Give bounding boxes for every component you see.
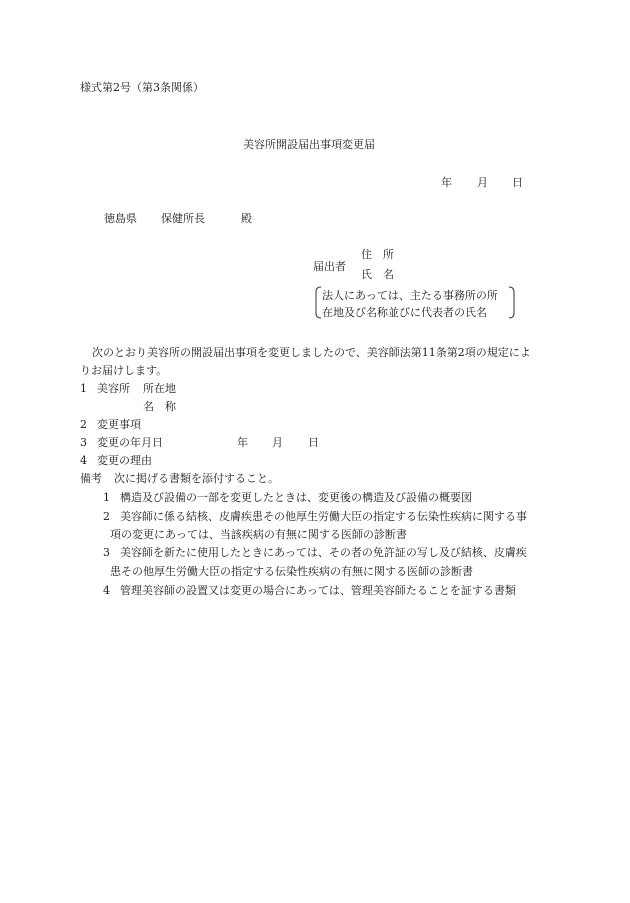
item-3-month: 月 [272, 436, 283, 449]
item-2-number: 2 [80, 418, 87, 431]
body-text-line-2: りお届けします。 [80, 364, 168, 377]
item-3-number: 3 [80, 436, 87, 449]
item-3-year: 年 [237, 436, 248, 449]
remark-3-text-line-1: 美容師を新たに使用したときにあっては、その者の免許証の写し及び結核、皮膚疾 [120, 546, 527, 559]
addressee-prefecture: 徳島県 [104, 212, 137, 225]
remark-1-number: 1 [103, 491, 110, 504]
remarks-heading: 備考 [80, 472, 102, 485]
remark-4-number: 4 [103, 584, 110, 597]
notifier-address-label: 住 所 [361, 248, 394, 261]
date-year-label: 年 [441, 176, 452, 189]
item-2-label: 変更事項 [97, 418, 141, 431]
remarks-intro: 次に掲げる書類を添付すること。 [114, 472, 279, 485]
corporate-note-line-1: 法人にあっては、主たる事務所の所 [322, 289, 498, 302]
item-1-label: 美容所 [97, 382, 130, 395]
body-text-line-1: 次のとおり美容所の開設届出事項を変更しましたので、美容師法第11条第2項の規定によ [92, 346, 531, 359]
addressee-office: 保健所長 [161, 212, 205, 225]
remark-2-text-line-1: 美容師に係る結核、皮膚疾患その他厚生労働大臣の指定する伝染性疾病に関する事 [120, 510, 527, 523]
item-4-label: 変更の理由 [97, 454, 152, 467]
item-3-label: 変更の年月日 [97, 436, 163, 449]
document-title: 美容所開設届出事項変更届 [243, 138, 375, 151]
remark-2-text-line-2: 項の変更にあっては、当該疾病の有無に関する医師の診断書 [110, 528, 407, 541]
remark-4-text: 管理美容師の設置又は変更の場合にあっては、管理美容師たることを証する書類 [120, 584, 516, 597]
item-1-name: 名 称 [143, 400, 176, 413]
item-1-number: 1 [80, 382, 87, 395]
remark-3-number: 3 [103, 546, 110, 559]
remark-2-number: 2 [103, 510, 110, 523]
notifier-label: 届出者 [313, 260, 346, 273]
remark-1-text: 構造及び設備の一部を変更したときは、変更後の構造及び設備の概要図 [120, 491, 472, 504]
item-4-number: 4 [80, 454, 87, 467]
corporate-note-line-2: 在地及び名称並びに代表者の氏名 [322, 306, 487, 319]
date-day-label: 日 [512, 176, 523, 189]
item-3-day: 日 [308, 436, 319, 449]
item-1-address: 所在地 [143, 382, 176, 395]
remark-3-text-line-2: 患その他厚生労働大臣の指定する伝染性疾病の有無に関する医師の診断書 [110, 565, 473, 578]
form-number: 様式第2号（第3条関係） [80, 81, 204, 94]
notifier-name-label: 氏 名 [361, 268, 394, 281]
date-month-label: 月 [477, 176, 488, 189]
addressee-honorific: 殿 [241, 212, 252, 225]
